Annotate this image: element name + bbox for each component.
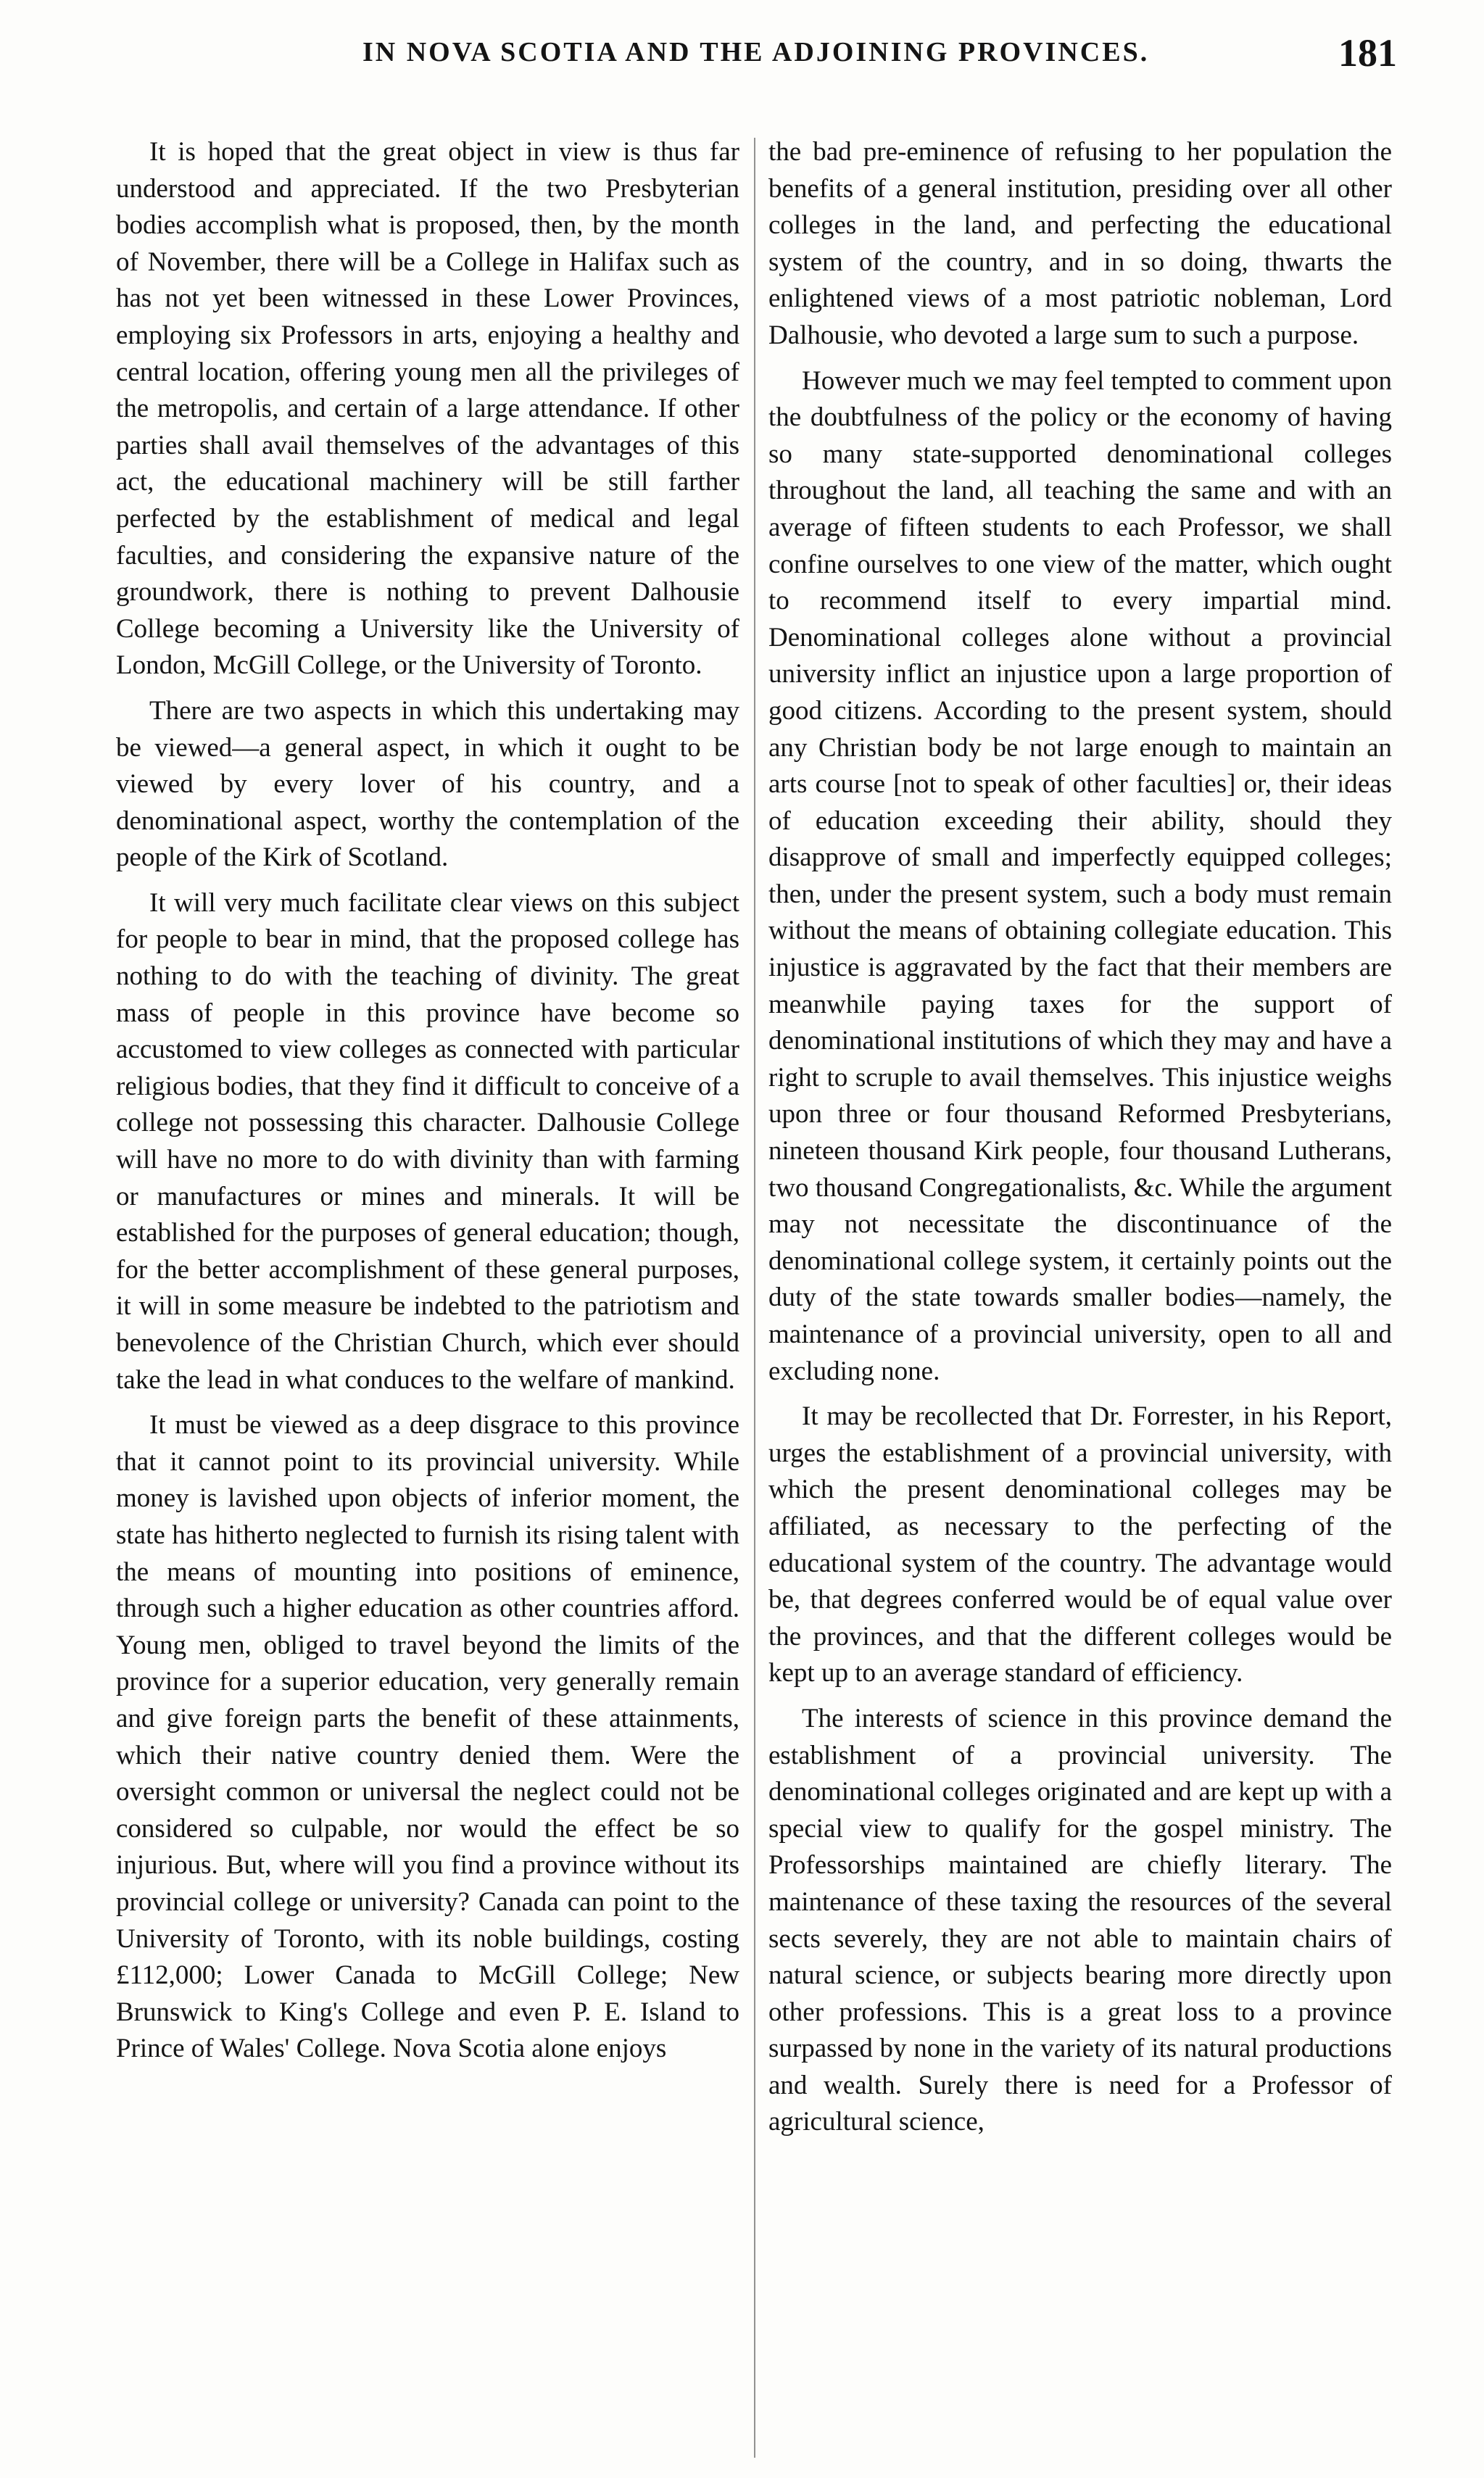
left-column [116, 134, 739, 2454]
paragraph: There are two aspects in which this undertaking may be viewed—a general aspect, in which it ought to be viewed by every lover of his country, and a denominational aspect, worthy the contemplation of the people of the Kirk of Scotland. [116, 695, 739, 873]
paragraph: It must be viewed as a deep disgrace to this province that it cannot point to its provincial university. While money is lavished upon objects of inferior moment, the state has hitherto neglected to furnish its rising talent with the means of mounting into positions of eminence, through such a higher education as other countries afford. Young men, obliged to travel beyond the limits of the province for a superior education, very generally remain and give foreign parts the benefit of these attainments, which their native country denied them. Were the oversight common or universal the neglect could not be considered so culpable, nor would the effect be so injurious. But, where will you find a province without its provincial college or university? Canada can point to the University of Toronto, with its noble buildings, costing £112,000; Lower Canada to McGill College; New Brunswick to King's College and even P. E. Island to Prince of Wales' College. Nova Scotia alone enjoys [116, 1410, 739, 2064]
paragraph: the bad pre-eminence of refusing to her population the benefits of a general institution, presiding over all other colleges in the land, and perfecting the educational system of the country, and in so doing, thwarts the enlightened views of a most patriotic nobleman, Lord Dalhousie, who devoted a large sum to such a purpose. [768, 137, 1392, 350]
page-number: 181 [1338, 31, 1397, 75]
column-divider [754, 138, 755, 2458]
paragraph: It may be recollected that Dr. Forrester, in his Report, urges the establishment of a provincial university, with which the present denominational colleges may be affiliated, as necessary to the perfecting of the educational system of the country. The advantage would be, that degrees conferred would be of equal value over the provinces, and that the different colleges would be kept up to an average standard of efficiency. [768, 1401, 1392, 1688]
running-title: IN NOVA SCOTIA AND THE ADJOINING PROVINCES. [362, 37, 1150, 67]
running-head [167, 30, 1397, 88]
paragraph: It will very much facilitate clear views on this subject for people to bear in mind, that the proposed college has nothing to do with the teaching of divinity. The great mass of people in this province have become so accustomed to view colleges as connected with particular religious bodies, that they find it difficult to conceive of a college not possessing this character. Dalhousie College will have no more to do with divinity than with farming or manufactures or mines and minerals. It will be established for the purposes of general education; though, for the better accomplishment of these general purposes, it will in some measure be indebted to the patriotism and benevolence of the Christian Church, which ever should take the lead in what conduces to the welfare of mankind. [116, 887, 739, 1395]
paragraph: It is hoped that the great object in view is thus far understood and appreciated. If the two Presbyterian bodies accomplish what is proposed, then, by the month of November, there will be a College in Halifax such as has not yet been witnessed in these Lower Provinces, employing six Professors in arts, enjoying a healthy and central location, offering young men all the privileges of the metropolis, and certain of a large attendance. If other parties shall avail themselves of the advantages of this act, the educational machinery will be still farther perfected by the establishment of medical and legal faculties, and considering the expansive nature of the groundwork, there is nothing to prevent Dalhousie College becoming a University like the University of London, McGill College, or the University of Toronto. [116, 137, 739, 681]
right-column [768, 134, 1392, 2454]
paragraph: However much we may feel tempted to comment upon the doubtfulness of the policy or the economy of having so many state-supported denominational colleges throughout the land, all teaching the same and with an average of fifteen students to each Professor, we shall confine ourselves to one view of the matter, which ought to recommend itself to every impartial mind. Denominational colleges alone without a provincial university inflict an injustice upon a large proportion of good citizens. According to the present system, should any Christian body be not large enough to maintain an arts course [not to speak of other faculties] or, their ideas of education exceeding their ability, should they disapprove of small and imperfectly equipped colleges; then, under the present system, such a body must remain without the means of obtaining collegiate education. This injustice is aggravated by the fact that their members are meanwhile paying taxes for the support of denominational institutions of which they may and have a right to scruple to avail themselves. This injustice weighs upon three or four thousand Reformed Presbyterians, nineteen thousand Kirk people, four thousand Lutherans, two thousand Congregationalists, &c. While the argument may not necessitate the discontinuance of the denominational college system, it certainly points out the duty of the state towards smaller bodies—namely, the maintenance of a provincial university, open to all and excluding none. [768, 365, 1392, 1386]
paragraph: The interests of science in this province demand the establishment of a provincial university. The denominational colleges originated and are kept up with a special view to qualify for the gospel ministry. The Professorships maintained are chiefly literary. The maintenance of these taxing the resources of the several sects severely, they are not able to maintain chairs of natural science, or subjects bearing more directly upon other professions. This is a great loss to a province surpassed by none in the variety of its natural productions and wealth. Surely there is need for a Professor of agricultural science, [768, 1703, 1392, 2137]
